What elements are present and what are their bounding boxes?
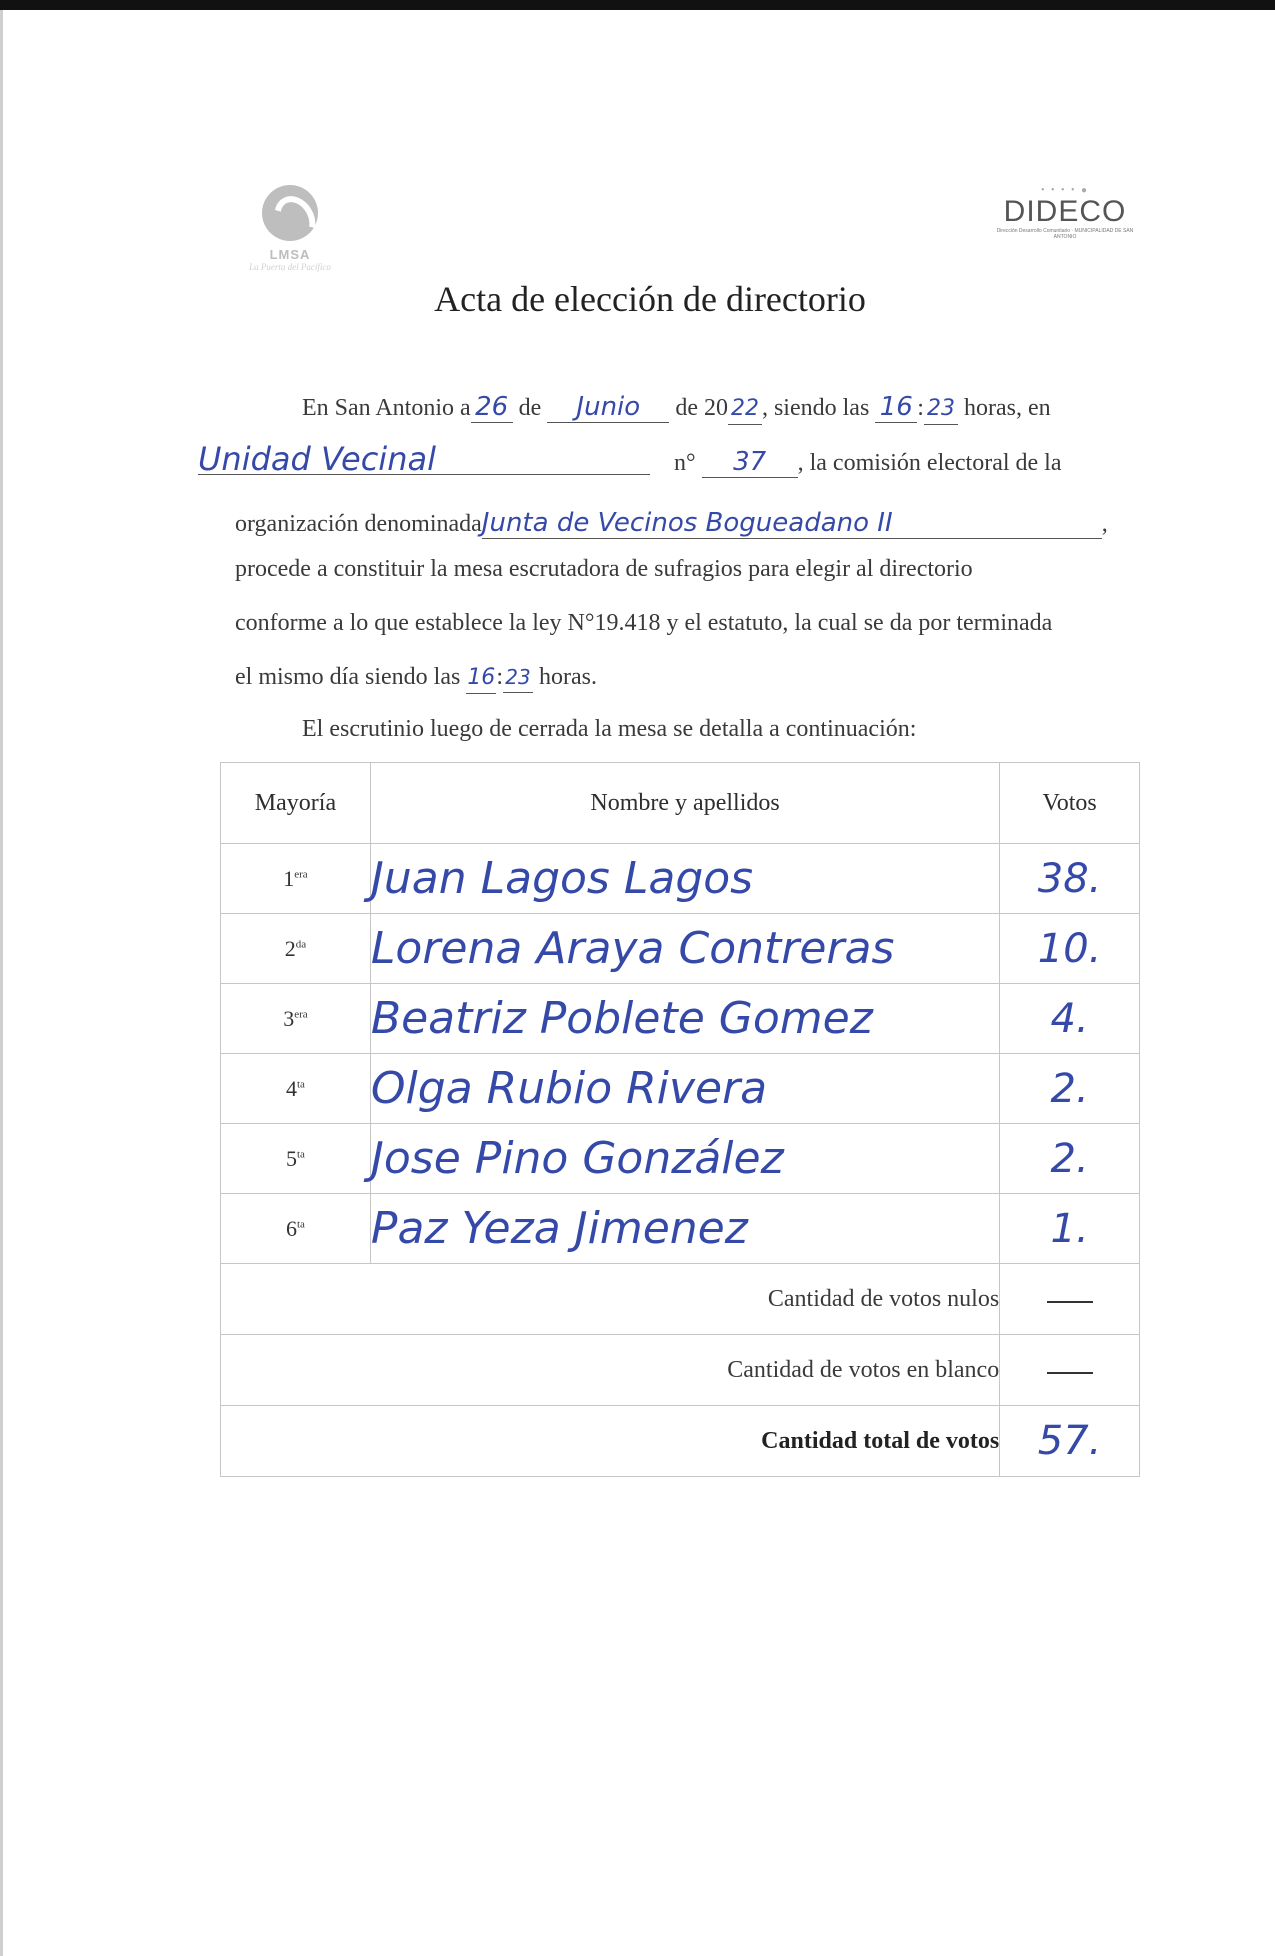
table-row	[221, 1124, 1140, 1194]
intro-line-6: el mismo día siendo las 16: 23 horas.	[235, 662, 1125, 694]
rank-cell: $6^{ta}$	[221, 1194, 371, 1264]
municipality-logo-subtitle: La Puerta del Pacífico	[249, 262, 331, 272]
blank-votes-label: Cantidad de votos en blanco	[221, 1335, 1000, 1406]
scan-left-edge	[0, 10, 3, 1956]
candidate-name: Jose Pino González	[370, 1124, 999, 1194]
candidate-name: Juan Lagos Lagos	[370, 844, 999, 914]
dideco-logo-subtitle: Dirección Desarrollo Comunitario · MUNICIPALIDAD DE SAN ANTONIO	[996, 228, 1134, 240]
table-row	[221, 1054, 1140, 1124]
organization-field: Junta de Vecinos Bogueadano II	[482, 508, 1102, 539]
header-majority: Mayoría	[221, 763, 371, 844]
total-votes-row	[221, 1406, 1140, 1477]
dideco-logo-name: DIDECO	[1003, 195, 1127, 228]
dash-mark	[1047, 1372, 1093, 1374]
year-field: 22	[728, 394, 762, 425]
candidate-name: Beatriz Poblete Gomez	[370, 984, 999, 1054]
day-field: 26	[471, 392, 513, 423]
rank-cell: $2^{da}$	[221, 914, 371, 984]
null-votes-label: Cantidad de votos nulos	[221, 1264, 1000, 1335]
table-row	[221, 1194, 1140, 1264]
unit-number-field: 37	[702, 447, 798, 478]
rank-cell: $1^{era}$	[221, 844, 371, 914]
municipality-logo	[230, 185, 350, 285]
blank-votes-row	[221, 1335, 1140, 1406]
candidate-votes: 2.	[1000, 1054, 1140, 1124]
municipality-logo-name: LMSA	[269, 247, 311, 262]
candidate-votes: 10.	[1000, 914, 1140, 984]
dash-mark	[1047, 1301, 1093, 1303]
candidate-votes: 38.	[1000, 844, 1140, 914]
intro-line-5: conforme a lo que establece la ley N°19.418 y el estatuto, la cual se da por terminada	[235, 610, 1053, 636]
rank-cell: $4^{ta}$	[221, 1054, 371, 1124]
candidate-name: Olga Rubio Rivera	[370, 1054, 999, 1124]
document-title: Acta de elección de directorio	[434, 279, 866, 319]
null-votes-value	[1000, 1264, 1140, 1335]
header-name: Nombre y apellidos	[370, 763, 999, 844]
null-votes-row	[221, 1264, 1140, 1335]
results-table	[220, 762, 1140, 1477]
month-field: Junio	[547, 392, 669, 423]
total-votes-value: 57.	[1000, 1406, 1140, 1477]
intro-line-3: organización denominadaJunta de Vecinos Bogueadano II ,	[235, 508, 1108, 538]
start-minute-field: 23	[924, 394, 958, 425]
intro-line-7: El escrutinio luego de cerrada la mesa se detalla a continuación:	[302, 716, 917, 742]
table-row	[221, 984, 1140, 1054]
candidate-name: Lorena Araya Contreras	[370, 914, 999, 984]
candidate-votes: 4.	[1000, 984, 1140, 1054]
candidate-votes: 1.	[1000, 1194, 1140, 1264]
table-header-row	[221, 763, 1140, 844]
scan-top-border	[0, 0, 1275, 10]
start-hour-field: 16	[875, 392, 917, 423]
intro-line-4: procede a constituir la mesa escrutadora de sufragios para elegir al directorio	[235, 556, 973, 582]
rank-cell: $5^{ta}$	[221, 1124, 371, 1194]
intro-line-2: Unidad Vecinal n° 37 , la comisión electoral de la	[198, 440, 1062, 478]
municipality-emblem-icon	[262, 185, 318, 241]
end-hour-field: 16	[466, 663, 496, 694]
candidate-votes: 2.	[1000, 1124, 1140, 1194]
place-field: Unidad Vecinal	[198, 444, 650, 475]
dideco-dots-icon: • • • • ●	[1040, 185, 1090, 196]
candidate-name: Paz Yeza Jimenez	[370, 1194, 999, 1264]
table-row	[221, 914, 1140, 984]
table-row	[221, 844, 1140, 914]
rank-cell: $3^{era}$	[221, 984, 371, 1054]
blank-votes-value	[1000, 1335, 1140, 1406]
intro-line-1: En San Antonio a 26 de Junio de 20 22 , siendo las 16 : 23 horas, en	[302, 392, 1192, 425]
end-minute-field: 23	[503, 662, 533, 693]
dideco-logo	[990, 185, 1140, 265]
header-votes: Votos	[1000, 763, 1140, 844]
total-votes-label: Cantidad total de votos	[221, 1406, 1000, 1477]
